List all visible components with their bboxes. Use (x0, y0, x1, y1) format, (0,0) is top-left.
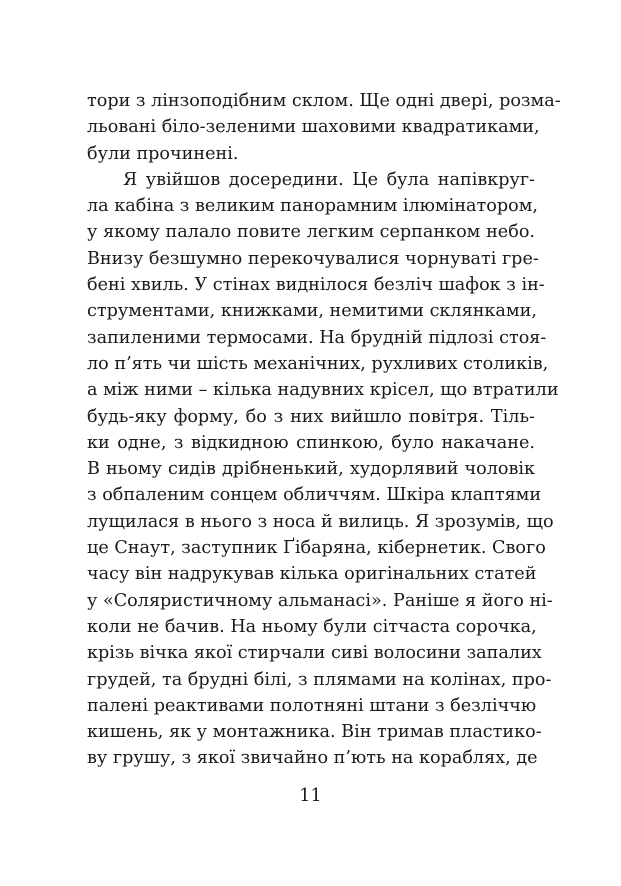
text-line: грудей, та брудні білі, з плямами на колінах, про- (87, 669, 552, 690)
body-text (87, 88, 561, 772)
text-line: струментами, книжками, немитими склянками, (87, 301, 537, 322)
text-line: у «Соляристичному альманасі». Раніше я його ні- (87, 590, 553, 611)
text-line: запиленими термосами. На брудній підлозі стоя- (87, 327, 547, 348)
text-line: палені реактивами полотняні штани з безліччю (87, 695, 537, 716)
text-line: тори з лінзоподібним склом. Ще одні двері, розма- (87, 91, 561, 111)
text-line: ло п’ять чи шість механічних, рухливих столиків, (87, 353, 549, 374)
text-line: це Снаут, заступник Ґібаряна, кібернетик. Свого (87, 538, 546, 559)
paragraph-2 (87, 167, 559, 772)
text-line: ву грушу, з якої звичайно п’ють на кораблях, де (87, 748, 538, 769)
text-line: часу він надрукував кілька оригінальних статей (87, 564, 537, 585)
text-line: Внизу безшумно перекочувалися чорнуваті гре- (87, 248, 539, 269)
text-line: крізь вічка якої стирчали сиві волосини запалих (87, 643, 542, 664)
text-line: коли не бачив. На ньому були сітчаста сорочка, (87, 616, 537, 637)
text-line: будь-яку форму, бо з них вийшло повітря. Тіль- (87, 406, 535, 427)
text-line: льовані біло-зеленими шаховими квадратиками, (87, 117, 540, 138)
page-number: 11 (299, 786, 322, 806)
text-line: ла кабіна з великим панорамним ілюмінатором, (87, 196, 538, 217)
text-line: бені хвиль. У стінах виднілося безліч шафок з ін- (87, 275, 545, 296)
text-line: з обпаленим сонцем обличчям. Шкіра клаптями (87, 485, 542, 506)
paragraph-1 (87, 88, 561, 167)
text-line: В ньому сидів дрібненький, худорлявий чоловік (87, 459, 535, 480)
text-line: ки одне, з відкидною спинкою, було накачане. (87, 432, 535, 453)
text-line: а між ними – кілька надувних крісел, що втратили (87, 380, 559, 401)
text-line: кишень, як у монтажника. Він тримав пластико- (87, 722, 542, 743)
text-line: лущилася в нього з носа й вилиць. Я зрозумів, що (87, 511, 554, 532)
text-line: у якому палало повите легким серпанком небо. (87, 222, 535, 243)
text-line: були прочинені. (87, 143, 239, 164)
text-line: Я увійшов досередини. Це була напівкруг- (123, 169, 535, 190)
